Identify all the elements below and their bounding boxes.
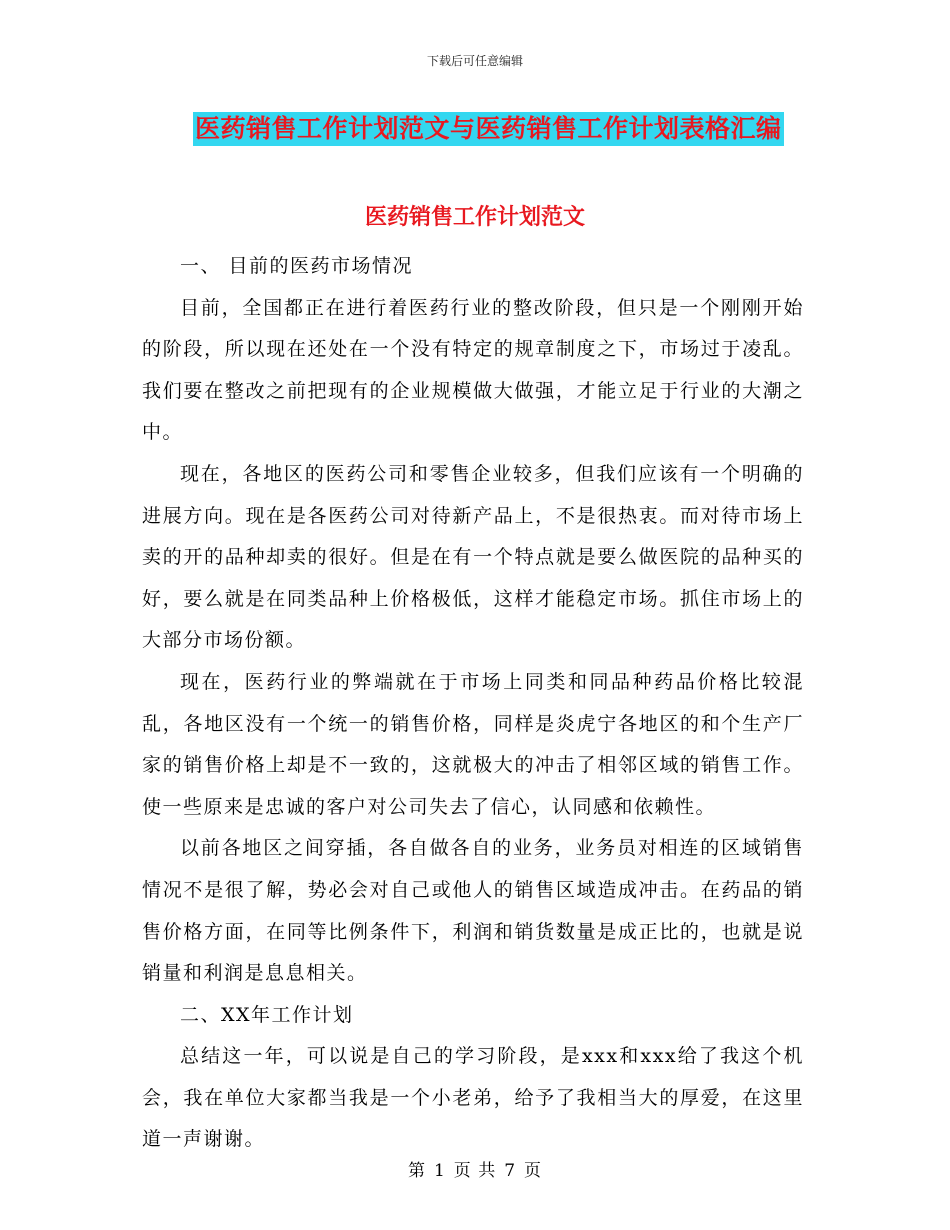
paragraph-5: 总结这一年，可以说是自己的学习阶段，是xxx和xxx给了我这个机会，我在单位大家都当我是一个小老弟，给予了我相当大的厚爱，在这里道一声谢谢。 (142, 1045, 804, 1151)
total-pages: 7 (504, 1161, 517, 1181)
page-number: 1 (433, 1161, 446, 1181)
paragraph-1: 目前，全国都正在进行着医药行业的整改阶段，但只是一个刚刚开始的阶段，所以现在还处在一个没有特定的规章制度之下，市场过于凌乱。我们要在整改之前把现有的企业规模做大做强，才能立足于行业的大潮之中。 (142, 296, 804, 444)
paragraph-2: 现在，各地区的医药公司和零售企业较多，但我们应该有一个明确的进展方向。现在是各医药公司对待新产品上，不是很热衷。而对待市场上卖的开的品种却卖的很好。但是在有一个特点就是要么做医院的品种买的好，要么就是在同类品种上价格极低，这样才能稳定市场。抓住市场上的大部分市场份额。 (142, 462, 804, 652)
page-header-note: 下载后可任意编辑 (426, 54, 523, 68)
section-heading-2: 二、XX年工作计划 (180, 1003, 354, 1026)
document-title: 医药销售工作计划范文与医药销售工作计划表格汇编 (193, 112, 784, 146)
page-label-suffix: 页 (524, 1161, 543, 1181)
section-heading-1: 一、 目前的医药市场情况 (180, 255, 414, 277)
page-label-prefix: 第 (407, 1161, 426, 1181)
page-footer (0, 1156, 950, 1181)
section-subtitle: 医药销售工作计划范文 (364, 205, 585, 230)
page-label-mid: 页 共 (453, 1161, 497, 1181)
document-body (142, 246, 804, 1161)
paragraph-3: 现在，医药行业的弊端就在于市场上同类和同品种药品价格比较混乱，各地区没有一个统一的销售价格，同样是炎虎宁各地区的和个生产厂家的销售价格上却是不一致的，这就极大的冲击了相邻区域的销售工作。使一些原来是忠诚的客户对公司失去了信心，认同感和依赖性。 (142, 670, 804, 818)
paragraph-4: 以前各地区之间穿插，各自做各自的业务，业务员对相连的区域销售情况不是很了解，势必会对自己或他人的销售区域造成冲击。在药品的销售价格方面，在同等比例条件下，利润和销货数量是成正比的，也就是说销量和利润是息息相关。 (142, 837, 804, 985)
